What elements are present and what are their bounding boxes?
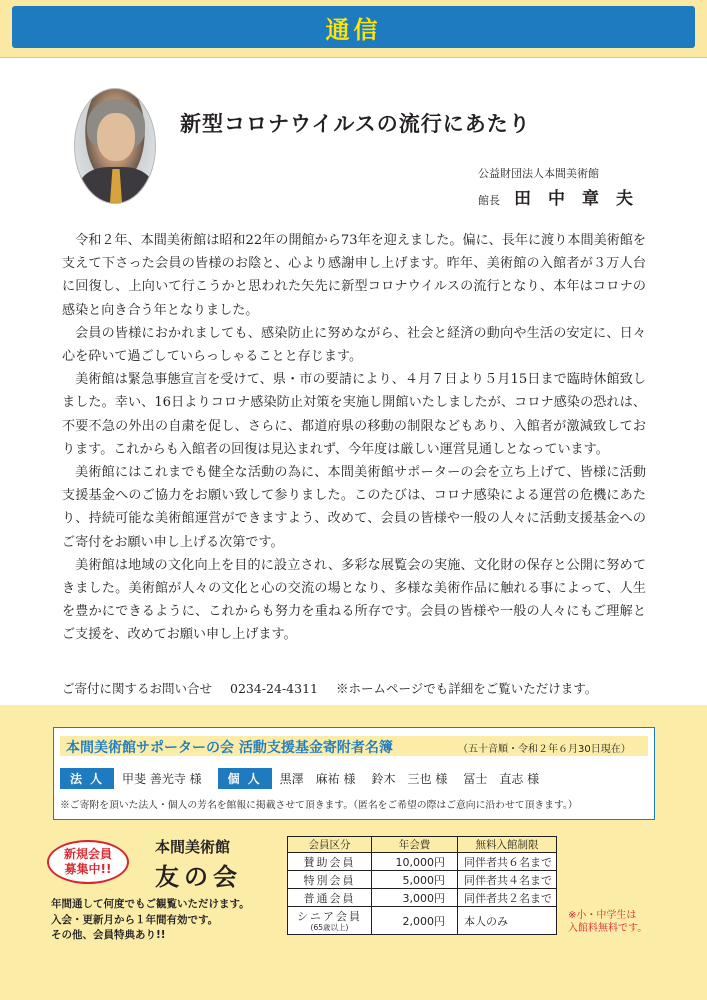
club-note: 入会・更新月から１年間有効です。: [51, 913, 219, 926]
member-type: 普通会員: [288, 889, 372, 907]
individual-donor: 鈴木 三也 様: [371, 772, 448, 786]
corporate-tag: 法人: [60, 768, 114, 789]
paragraph: 美術館は地域の文化向上を目的に設立され、多彩な展覧会の実施、文化財の保存と公開に努めてきました。美術館が人々の文化と心の交流の場となり、多様な美術作品に触れる事によって、人生を豊かにできるように、これからも努力を重ねる所存です。会員の皆様や一般の人々にもご理解とご支援を、改めてお願い申し上げます。: [62, 557, 646, 643]
member-type: 特別会員: [288, 871, 372, 889]
donor-list-date-note: （五十音順・令和２年６月30日現在）: [458, 744, 631, 755]
header-band: [0, 0, 707, 58]
free-entry-limit: 同伴者共４名まで: [458, 871, 557, 889]
club-notes: [51, 897, 250, 944]
club-note: その他、会員特典あり!!: [51, 929, 166, 941]
article-body: [62, 229, 646, 647]
director-portrait: [74, 88, 156, 204]
member-type: 賛助会員: [288, 853, 372, 871]
paragraph: 令和２年、本間美術館は昭和22年の開館から73年を迎えました。偏に、長年に渡り本間美術館を支えて下さった会員の皆様のお陰と、心より感謝申し上げます。昨年、美術館の入館者が３万人台に回復し、上向いて行こうかと思われた矢先に新型コロナウイルスの流行となり、本年はコロナの感染と向き合う年となりました。: [62, 233, 646, 318]
individual-tag: 個人: [218, 768, 272, 789]
paragraph: 会員の皆様におかれましても、感染防止に努めながら、社会と経済の動向や生活の安定に、日々心を砕いて過ごしていらっしゃることと存じます。: [62, 325, 646, 365]
portrait-face: [97, 113, 135, 161]
child-note-line: ※小・中学生は: [568, 910, 637, 921]
paragraph: 美術館は緊急事態宣言を受けて、県・市の要請により、４月７日より５月15日まで臨時休館致しました。幸い、16日よりコロナ感染防止対策を実施し開館いたしましたが、コロナ感染の恐れは、不要不急の外出の自粛を促し、さらに、都道府県の移動の制限などもあり、入館者が激減致しております。これからも入館者の回復は見込まれず、今年度は厳しい運営見通しとなっています。: [62, 372, 646, 457]
free-entry-limit: 本人のみ: [458, 907, 557, 935]
director-line: [478, 184, 650, 209]
contact-phone[interactable]: 0234-24-4311: [230, 681, 318, 696]
contact-label: ご寄付に関するお問い合せ: [62, 681, 213, 696]
table-row: [288, 907, 557, 935]
recruit-badge: [47, 840, 129, 884]
table-row: [288, 871, 557, 889]
director-title: 館長: [478, 194, 500, 207]
individual-donor: 黒澤 麻祐 様: [279, 772, 356, 786]
annual-fee: 10,000円: [372, 853, 458, 871]
club-name: 友の会: [155, 862, 242, 891]
director-name: 田中章夫: [514, 189, 650, 209]
donor-list-title: 本間美術館サポーターの会 活動支援基金寄附者名簿: [66, 740, 393, 756]
senior-type-label: シニア会員: [297, 909, 362, 923]
header-title: 通信: [325, 15, 382, 44]
annual-fee: 2,000円: [372, 907, 458, 935]
column-header: 無料入館制限: [458, 837, 557, 853]
membership-fee-table: [287, 836, 557, 935]
table-row: [288, 853, 557, 871]
contact-line: [62, 679, 652, 697]
header-title-box: [12, 6, 695, 48]
child-note-line: 入館料無料です。: [568, 923, 648, 934]
individual-donor: 冨士 直志 様: [463, 772, 540, 786]
column-header: 会員区分: [288, 837, 372, 853]
club-museum-name: 本間美術館: [155, 838, 231, 856]
column-header: 年会費: [372, 837, 458, 853]
badge-line-1: 新規会員: [63, 847, 112, 861]
table-row: [288, 889, 557, 907]
donor-row: [60, 768, 555, 789]
corporate-donor: 甲斐 善光寺 様: [122, 772, 202, 786]
member-type: [288, 907, 372, 935]
article-title: 新型コロナウイルスの流行にあたり: [180, 112, 531, 136]
child-free-note: [568, 909, 647, 935]
badge-line-2: 募集中!!: [64, 862, 112, 876]
free-entry-limit: 同伴者共２名まで: [458, 889, 557, 907]
table-header-row: [288, 837, 557, 853]
senior-age-note: (65歳以上): [310, 922, 349, 932]
organization-name: 公益財団法人本間美術館: [478, 167, 599, 180]
annual-fee: 3,000円: [372, 889, 458, 907]
contact-note: ※ホームページでも詳細をご覧いただけます。: [335, 681, 598, 696]
paragraph: 美術館にはこれまでも健全な活動の為に、本間美術館サポーターの会を立ち上げて、皆様に活動支援基金へのご協力をお願い致して参りました。このたびは、コロナ感染による運営の危機にあたり、持続可能な美術館運営ができますよう、改めて、会員の皆様や一般の人々に活動支援基金へのご寄付をお願い申し上げる次第です。: [62, 465, 646, 550]
donor-footnote: ※ご寄附を頂いた法人・個人の芳名を館報に掲載させて頂きます。（匿名をご希望の際はご意向に沿わせて頂きます。）: [60, 800, 578, 811]
annual-fee: 5,000円: [372, 871, 458, 889]
club-note: 年間通して何度でもご観覧いただけます。: [51, 898, 250, 910]
free-entry-limit: 同伴者共６名まで: [458, 853, 557, 871]
